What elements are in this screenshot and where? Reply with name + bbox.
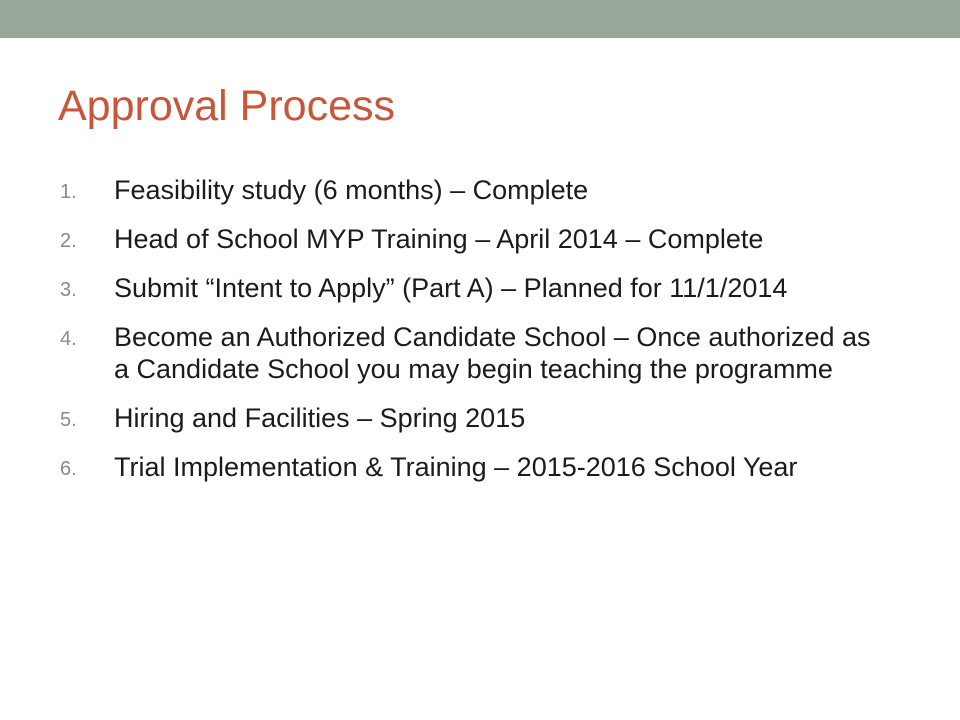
- list-item: [60, 174, 880, 206]
- list-item-text: Submit “Intent to Apply” (Part A) – Planned for 11/1/2014: [114, 273, 788, 303]
- list-item-text: Hiring and Facilities – Spring 2015: [114, 403, 526, 433]
- list-item: [60, 223, 880, 255]
- list-item-text: Become an Authorized Candidate School – Once authorized as a Candidate School you may begin teaching the programme: [114, 322, 871, 384]
- list-item-number: 2.: [60, 230, 77, 252]
- list-item-number: 5.: [60, 409, 77, 431]
- list-item-number: 6.: [60, 458, 77, 480]
- list-item-text: Head of School MYP Training – April 2014 – Complete: [114, 224, 764, 254]
- list-item: [60, 272, 880, 304]
- top-accent-bar: [0, 0, 960, 38]
- list-item-text: Feasibility study (6 months) – Complete: [114, 175, 589, 205]
- list-item: [60, 451, 880, 483]
- list-item-text: Trial Implementation & Training – 2015-2016 School Year: [114, 452, 798, 482]
- list-item: [60, 321, 880, 385]
- list-item-number: 3.: [60, 279, 77, 301]
- slide-title: Approval Process: [58, 82, 395, 130]
- approval-steps-list: [60, 174, 880, 500]
- list-item-number: 4.: [60, 328, 77, 350]
- list-item: [60, 402, 880, 434]
- list-item-number: 1.: [60, 181, 77, 203]
